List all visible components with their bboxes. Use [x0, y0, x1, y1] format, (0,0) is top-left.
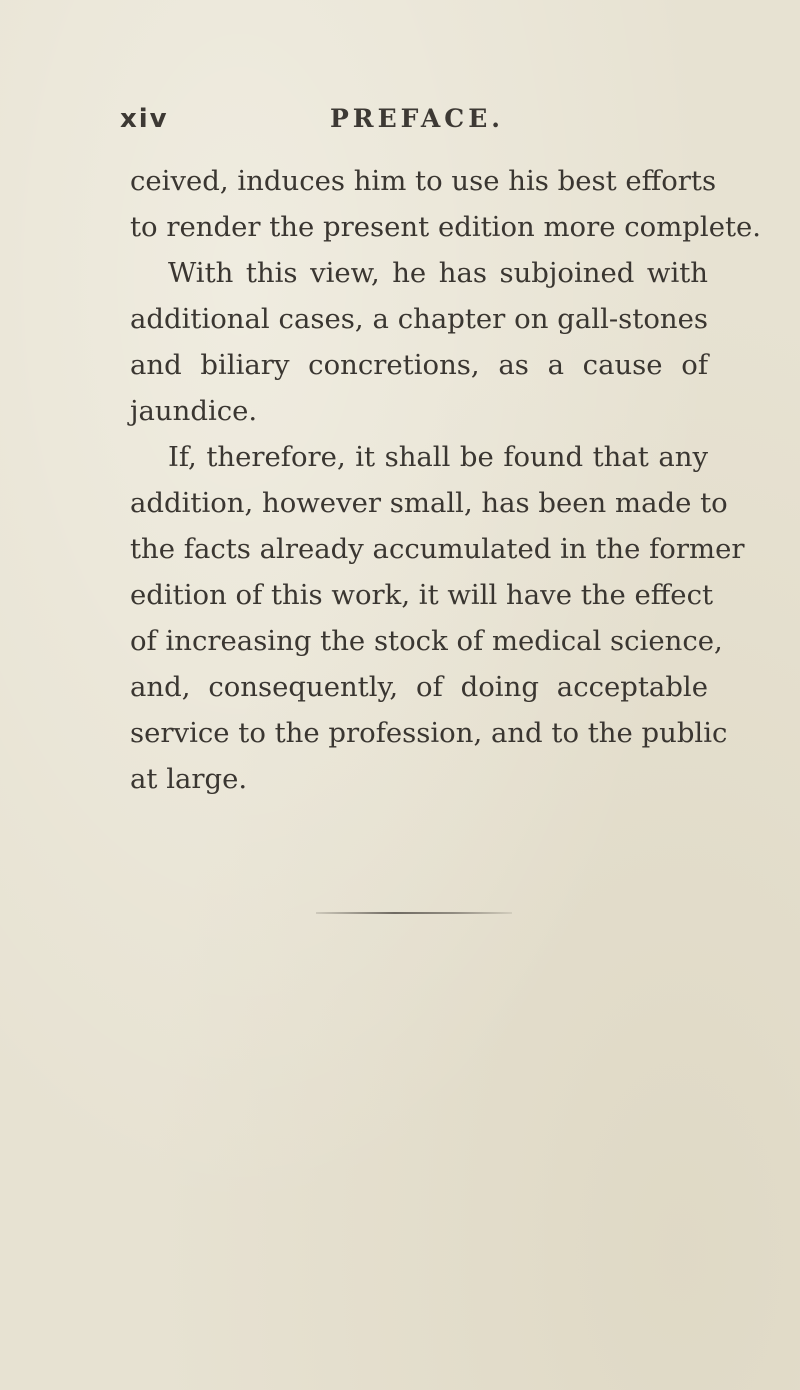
body-text	[130, 158, 762, 802]
text-line: edition of this work, it will have the effect	[130, 579, 714, 611]
text-line: the facts already accumulated in the former	[130, 533, 745, 565]
text-line: and biliary concretions, as a cause of	[130, 349, 708, 381]
text-line: and, consequently, of doing acceptable	[130, 671, 708, 703]
text-line: jaundice.	[130, 395, 258, 427]
text-line: If, therefore, it shall be found that any	[168, 441, 708, 473]
running-head	[120, 104, 680, 144]
text-line: service to the profession, and to the public	[130, 717, 728, 749]
text-line: ceived, induces him to use his best efforts	[130, 165, 717, 197]
text-line: at large.	[130, 763, 248, 795]
text-line: addition, however small, has been made to	[130, 487, 728, 519]
running-title: PREFACE.	[330, 104, 504, 133]
text-line: to render the present edition more complete.	[130, 211, 762, 243]
section-divider-rule	[316, 912, 512, 914]
text-line: additional cases, a chapter on gall-stones	[130, 303, 708, 335]
text-line: With this view, he has subjoined with	[168, 257, 708, 289]
text-line: of increasing the stock of medical science,	[130, 625, 723, 657]
page-number: xiv	[120, 104, 169, 134]
